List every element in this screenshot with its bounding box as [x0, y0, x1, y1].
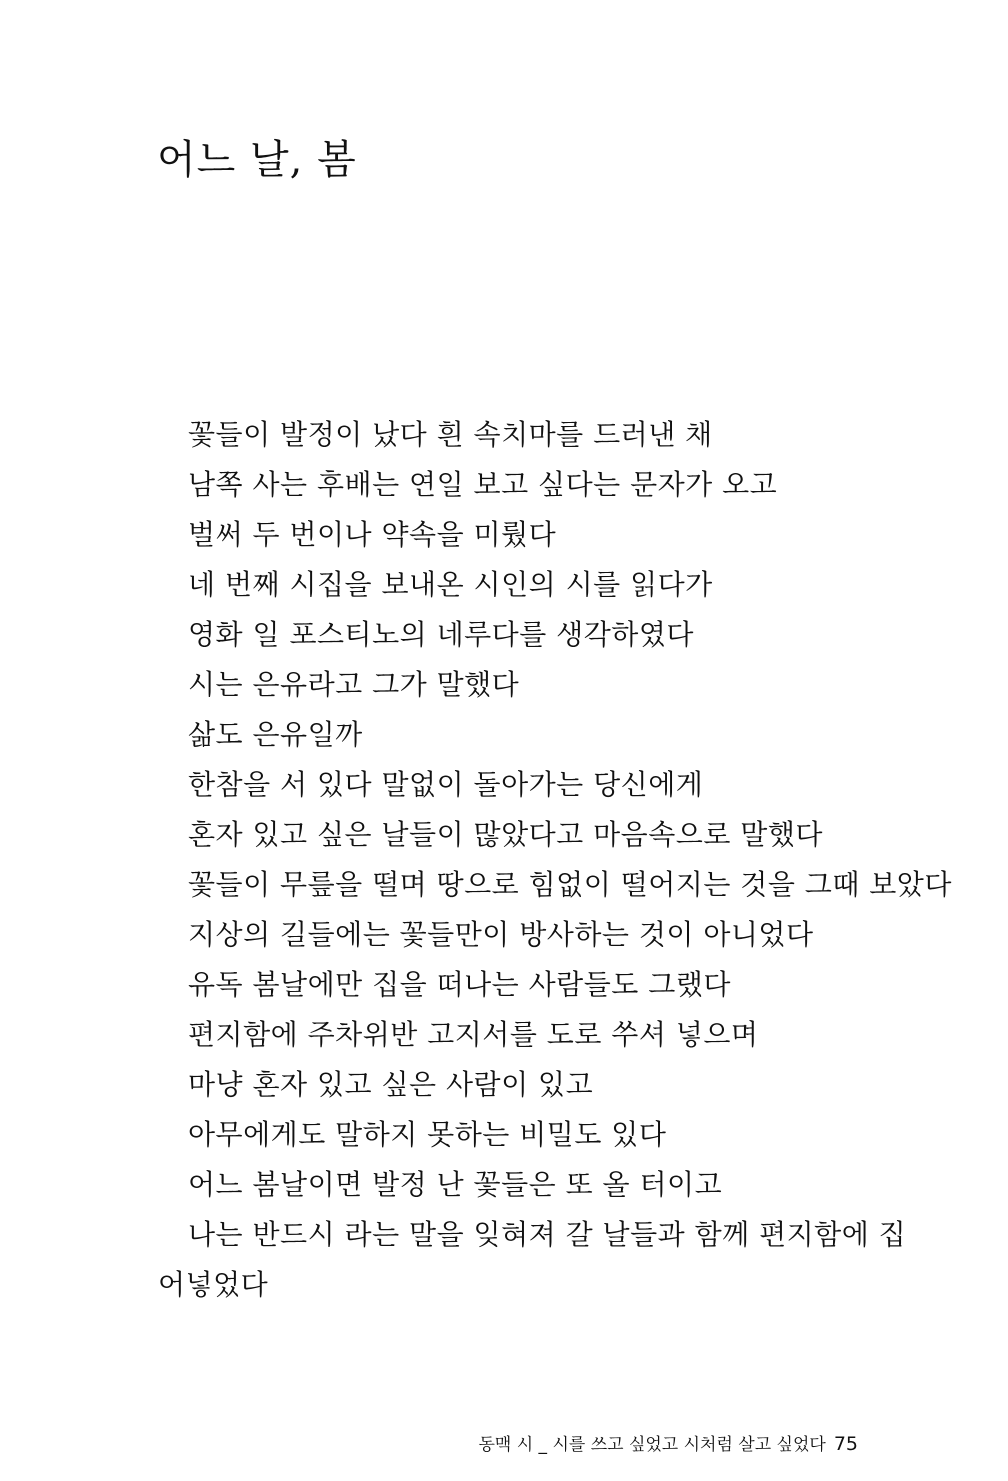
poem-line: 아무에게도 말하지 못하는 비밀도 있다: [188, 1118, 667, 1151]
poem-line: 편지함에 주차위반 고지서를 도로 쑤셔 넣으며: [188, 1018, 759, 1051]
poem-line: 유독 봄날에만 집을 떠나는 사람들도 그랬다: [188, 968, 731, 1001]
poem-line: 영화 일 포스티노의 네루다를 생각하였다: [188, 618, 694, 651]
poem-line: 마냥 혼자 있고 싶은 사람이 있고: [188, 1068, 594, 1101]
poem-line: 네 번째 시집을 보내온 시인의 시를 읽다가: [188, 568, 713, 601]
poem-line: 한참을 서 있다 말없이 돌아가는 당신에게: [188, 768, 704, 801]
poem-line-continuation: 어넣었다: [158, 1268, 269, 1301]
poem-line: 어느 봄날이면 발정 난 꽃들은 또 올 터이고: [188, 1168, 723, 1201]
page-footer: [478, 1432, 858, 1457]
poem-line: 꽃들이 무릎을 떨며 땅으로 힘없이 떨어지는 것을 그때 보았다: [188, 868, 952, 901]
running-title: 동맥 시 _ 시를 쓰고 싶었고 시처럼 살고 싶었다: [478, 1435, 826, 1455]
poem-line: 나는 반드시 라는 말을 잊혀져 갈 날들과 함께 편지함에 집: [188, 1218, 907, 1251]
page-number: 75: [833, 1433, 858, 1455]
poem-title: 어느 날, 봄: [157, 137, 357, 183]
poem-line: 혼자 있고 싶은 날들이 많았다고 마음속으로 말했다: [188, 818, 823, 851]
poem-line: 남쪽 사는 후배는 연일 보고 싶다는 문자가 오고: [188, 468, 778, 501]
poem-line: 시는 은유라고 그가 말했다: [188, 668, 520, 701]
poem-line: 꽃들이 발정이 났다 흰 속치마를 드러낸 채: [188, 418, 713, 451]
poem-line: 삶도 은유일까: [188, 718, 363, 751]
poem-line: 지상의 길들에는 꽃들만이 방사하는 것이 아니었다: [188, 918, 814, 951]
poem-body: [158, 410, 952, 1310]
poem-line: 벌써 두 번이나 약속을 미뤘다: [188, 518, 557, 551]
